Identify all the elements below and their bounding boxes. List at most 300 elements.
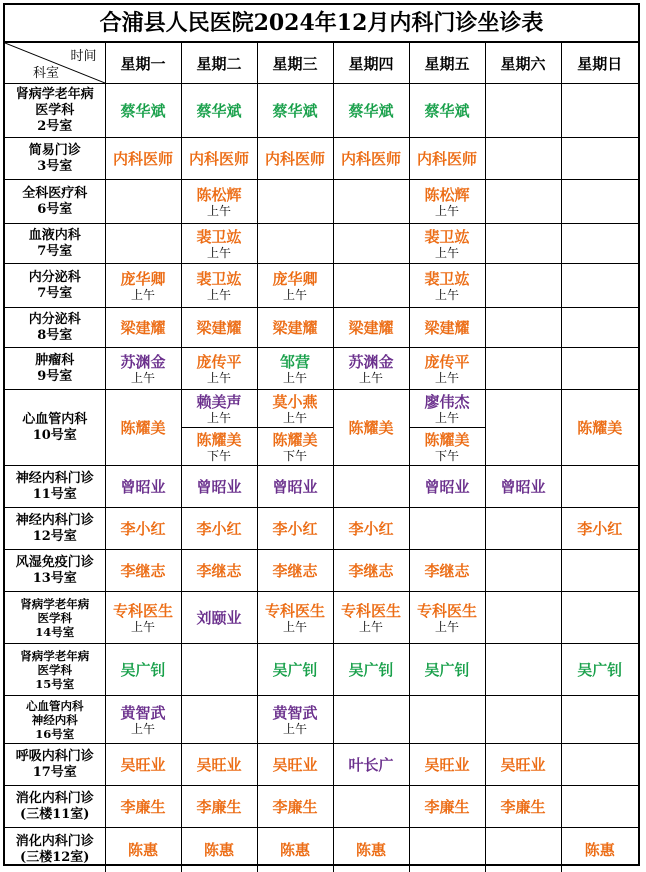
doctor-name: 专科医生 — [340, 601, 401, 620]
doctor-name: 蔡华斌 — [348, 101, 394, 120]
department-cell — [5, 138, 105, 180]
session-time: 上午 — [130, 287, 155, 302]
schedule-cell — [181, 84, 257, 138]
department-name — [5, 791, 105, 823]
split-cell — [410, 390, 485, 465]
split-cell — [258, 390, 333, 465]
doctor-name: 吴广钊 — [120, 660, 166, 679]
department-line: 9号室 — [37, 368, 73, 384]
table-row — [5, 466, 638, 508]
department-line: (三楼12室) — [20, 849, 90, 865]
table-row — [5, 592, 638, 644]
doctor-name: 蔡华斌 — [120, 101, 166, 120]
schedule-cell — [181, 744, 257, 786]
department-line: 肿瘤科 — [35, 352, 75, 368]
doctor-name: 梁建耀 — [120, 318, 166, 337]
schedule-cell — [105, 180, 181, 224]
schedule-body — [5, 84, 638, 872]
department-cell — [5, 744, 105, 786]
schedule-cell — [257, 508, 333, 550]
schedule-cell — [105, 644, 181, 696]
table-row — [5, 84, 638, 138]
schedule-cell — [333, 828, 409, 872]
schedule-cell — [485, 508, 561, 550]
schedule-cell — [257, 308, 333, 348]
doctor-name: 蔡华斌 — [424, 101, 470, 120]
doctor-name: 陈惠 — [127, 840, 158, 859]
schedule-cell — [105, 466, 181, 508]
schedule-cell — [485, 696, 561, 744]
department-line: 14号室 — [35, 624, 75, 639]
department-name — [5, 412, 105, 444]
doctor-name: 陈松辉 — [196, 185, 242, 204]
department-line: 肾病学老年病 — [20, 596, 90, 611]
department-cell — [5, 308, 105, 348]
department-line: 10号室 — [32, 427, 77, 443]
doctor-name: 陈惠 — [584, 840, 615, 859]
schedule-cell — [333, 466, 409, 508]
schedule-cell — [485, 348, 561, 390]
schedule-cell — [561, 508, 638, 550]
schedule-cell — [181, 786, 257, 828]
doctor-name: 陈耀美 — [196, 430, 242, 449]
schedule-cell — [333, 592, 409, 644]
schedule-cell — [561, 644, 638, 696]
session-time: 上午 — [434, 203, 459, 218]
doctor-name: 吴广钊 — [348, 660, 394, 679]
schedule-cell — [181, 644, 257, 696]
department-cell — [5, 696, 105, 744]
table-row — [5, 786, 638, 828]
schedule-cell — [409, 828, 485, 872]
doctor-name: 庞华卿 — [272, 269, 318, 288]
doctor-name: 廖伟杰 — [424, 392, 470, 411]
session-time: 上午 — [130, 619, 155, 634]
department-cell — [5, 508, 105, 550]
schedule-cell — [409, 348, 485, 390]
doctor-name: 陈耀美 — [577, 418, 623, 437]
department-name — [5, 228, 105, 260]
doctor-name: 裴卫竑 — [196, 269, 242, 288]
schedule-cell — [485, 224, 561, 264]
schedule-cell — [333, 348, 409, 390]
schedule-cell — [333, 264, 409, 308]
department-name — [5, 834, 105, 866]
schedule-cell — [561, 308, 638, 348]
doctor-name: 莫小燕 — [272, 392, 318, 411]
doctor-name: 李廉生 — [500, 797, 546, 816]
session-time: 上午 — [282, 619, 307, 634]
department-line: 神经内科门诊 — [15, 470, 94, 486]
doctor-name: 曾昭业 — [120, 477, 166, 496]
schedule-cell — [409, 644, 485, 696]
table-row — [5, 390, 638, 466]
schedule-cell — [561, 138, 638, 180]
table-row — [5, 828, 638, 872]
department-line: (三楼11室) — [20, 806, 90, 822]
schedule-cell — [333, 550, 409, 592]
department-line: 神经内科门诊 — [15, 512, 94, 528]
doctor-name: 吴广钊 — [577, 660, 623, 679]
doctor-name: 李小红 — [272, 519, 318, 538]
session-time: 上午 — [358, 619, 383, 634]
schedule-cell — [257, 264, 333, 308]
half-session — [258, 390, 333, 428]
table-row — [5, 180, 638, 224]
schedule-cell — [409, 224, 485, 264]
day-header: 星期日 — [561, 43, 638, 84]
schedule-cell — [333, 644, 409, 696]
schedule-cell — [409, 308, 485, 348]
doctor-name: 陈松辉 — [424, 185, 470, 204]
department-line: 全科医疗科 — [22, 185, 88, 201]
doctor-name: 曾昭业 — [196, 477, 242, 496]
department-cell — [5, 224, 105, 264]
table-row — [5, 308, 638, 348]
doctor-name: 庞传平 — [196, 352, 242, 371]
doctor-name: 曾昭业 — [424, 477, 470, 496]
department-line: 15号室 — [35, 676, 75, 691]
doctor-name: 李小红 — [577, 519, 623, 538]
corner-label-time: 时间 — [70, 49, 97, 64]
session-time: 上午 — [206, 287, 231, 302]
doctor-name: 曾昭业 — [500, 477, 546, 496]
schedule-cell — [485, 828, 561, 872]
department-cell — [5, 550, 105, 592]
department-name — [5, 87, 105, 135]
schedule-cell — [561, 224, 638, 264]
department-line: 神经内科 — [31, 712, 78, 727]
schedule-cell — [105, 308, 181, 348]
schedule-cell — [409, 180, 485, 224]
schedule-cell — [181, 180, 257, 224]
doctor-name: 内科医师 — [188, 149, 249, 168]
department-line: 消化内科门诊 — [15, 790, 94, 806]
session-time: 上午 — [206, 370, 231, 385]
department-line: 呼吸内科门诊 — [15, 748, 94, 764]
schedule-cell — [257, 348, 333, 390]
doctor-name: 苏渊金 — [348, 352, 394, 371]
department-line: 12号室 — [32, 528, 77, 544]
schedule-cell — [105, 84, 181, 138]
table-row — [5, 508, 638, 550]
schedule-cell — [257, 224, 333, 264]
department-line: 3号室 — [37, 158, 73, 174]
doctor-name: 李继志 — [196, 561, 242, 580]
schedule-cell — [409, 84, 485, 138]
session-time: 上午 — [206, 410, 231, 425]
department-line: 医学科 — [37, 662, 72, 677]
doctor-name: 蔡华斌 — [272, 101, 318, 120]
doctor-name: 专科医生 — [112, 601, 173, 620]
corner-header — [5, 43, 105, 84]
doctor-name: 李继志 — [120, 561, 166, 580]
schedule-cell — [181, 508, 257, 550]
doctor-name: 刘颐业 — [196, 608, 242, 627]
doctor-name: 裴卫竑 — [196, 227, 242, 246]
schedule-cell — [105, 550, 181, 592]
schedule-cell — [409, 390, 485, 466]
schedule-cell — [257, 138, 333, 180]
session-time: 上午 — [434, 619, 459, 634]
doctor-name: 陈惠 — [279, 840, 310, 859]
half-session — [258, 428, 333, 465]
department-line: 内分泌科 — [28, 311, 81, 327]
doctor-name: 李小红 — [348, 519, 394, 538]
schedule-cell — [561, 84, 638, 138]
schedule-cell — [181, 550, 257, 592]
schedule-cell — [333, 308, 409, 348]
table-row — [5, 644, 638, 696]
department-line: 内分泌科 — [28, 269, 81, 285]
department-name — [5, 143, 105, 175]
schedule-cell — [105, 828, 181, 872]
page-title: 合浦县人民医院2024年12月内科门诊坐诊表 — [5, 5, 638, 42]
schedule-cell — [485, 264, 561, 308]
schedule-cell — [561, 348, 638, 390]
table-row — [5, 224, 638, 264]
schedule-cell — [409, 786, 485, 828]
department-cell — [5, 786, 105, 828]
schedule-cell — [333, 390, 409, 466]
schedule-cell — [485, 550, 561, 592]
doctor-name: 裴卫竑 — [424, 269, 470, 288]
department-line: 13号室 — [32, 570, 77, 586]
doctor-name: 吴旺业 — [272, 755, 318, 774]
schedule-cell — [257, 84, 333, 138]
doctor-name: 陈耀美 — [348, 418, 394, 437]
department-name — [5, 597, 105, 639]
schedule-cell — [333, 744, 409, 786]
department-cell — [5, 828, 105, 872]
schedule-cell — [105, 592, 181, 644]
session-time: 上午 — [130, 721, 155, 736]
schedule-cell — [105, 264, 181, 308]
schedule-cell — [105, 696, 181, 744]
department-cell — [5, 644, 105, 696]
schedule-cell — [181, 224, 257, 264]
doctor-name: 内科医师 — [112, 149, 173, 168]
session-time: 上午 — [282, 287, 307, 302]
corner-label-dept: 科室 — [33, 66, 60, 81]
doctor-name: 陈耀美 — [120, 418, 166, 437]
schedule-cell — [561, 180, 638, 224]
schedule-table — [5, 42, 638, 872]
schedule-cell — [485, 786, 561, 828]
doctor-name: 专科医生 — [264, 601, 325, 620]
schedule-cell — [561, 696, 638, 744]
department-line: 6号室 — [37, 201, 73, 217]
schedule-cell — [561, 828, 638, 872]
schedule-cell — [485, 644, 561, 696]
schedule-cell — [181, 264, 257, 308]
schedule-cell — [561, 744, 638, 786]
department-name — [5, 699, 105, 741]
session-time: 上午 — [130, 370, 155, 385]
schedule-cell — [333, 224, 409, 264]
department-cell — [5, 592, 105, 644]
schedule-cell — [105, 138, 181, 180]
day-header: 星期二 — [181, 43, 257, 84]
schedule-cell — [257, 644, 333, 696]
department-line: 7号室 — [37, 285, 73, 301]
doctor-name: 梁建耀 — [272, 318, 318, 337]
department-name — [5, 513, 105, 545]
doctor-name: 专科医生 — [416, 601, 477, 620]
schedule-cell — [333, 84, 409, 138]
schedule-cell — [181, 696, 257, 744]
department-line: 11号室 — [32, 486, 77, 502]
schedule-cell — [333, 508, 409, 550]
schedule-cell — [257, 466, 333, 508]
department-name — [5, 471, 105, 503]
doctor-name: 梁建耀 — [424, 318, 470, 337]
doctor-name: 李小红 — [120, 519, 166, 538]
session-time: 上午 — [282, 410, 307, 425]
session-time: 上午 — [434, 410, 459, 425]
day-header: 星期一 — [105, 43, 181, 84]
table-row — [5, 138, 638, 180]
session-time: 上午 — [206, 203, 231, 218]
department-name — [5, 312, 105, 344]
doctor-name: 吴旺业 — [196, 755, 242, 774]
department-line: 医学科 — [37, 610, 72, 625]
schedule-cell — [485, 138, 561, 180]
schedule-cell — [181, 348, 257, 390]
split-cell — [182, 390, 257, 465]
schedule-cell — [257, 592, 333, 644]
schedule-cell — [561, 264, 638, 308]
department-name — [5, 749, 105, 781]
schedule-cell — [105, 744, 181, 786]
session-time: 上午 — [434, 245, 459, 260]
department-name — [5, 186, 105, 218]
schedule-cell — [409, 592, 485, 644]
doctor-name: 邹营 — [279, 352, 310, 371]
doctor-name: 李继志 — [348, 561, 394, 580]
doctor-name: 赖美声 — [196, 392, 242, 411]
half-session — [410, 428, 485, 465]
schedule-cell — [561, 592, 638, 644]
table-row — [5, 348, 638, 390]
department-line: 17号室 — [32, 764, 77, 780]
schedule-cell — [333, 786, 409, 828]
schedule-cell — [485, 84, 561, 138]
schedule-cell — [181, 308, 257, 348]
department-line: 医学科 — [35, 102, 75, 118]
schedule-cell — [485, 744, 561, 786]
schedule-cell — [333, 696, 409, 744]
department-line: 风湿免疫门诊 — [15, 554, 94, 570]
schedule-cell — [333, 180, 409, 224]
schedule-cell — [485, 592, 561, 644]
schedule-cell — [561, 786, 638, 828]
doctor-name: 裴卫竑 — [424, 227, 470, 246]
header-row — [5, 43, 638, 84]
department-line: 血液内科 — [28, 227, 81, 243]
schedule-cell — [257, 696, 333, 744]
schedule-cell — [257, 828, 333, 872]
schedule-cell — [409, 466, 485, 508]
doctor-name: 梁建耀 — [196, 318, 242, 337]
session-time: 上午 — [282, 370, 307, 385]
schedule-cell — [409, 744, 485, 786]
doctor-name: 李继志 — [272, 561, 318, 580]
schedule-cell — [105, 508, 181, 550]
doctor-name: 吴旺业 — [120, 755, 166, 774]
doctor-name: 庞华卿 — [120, 269, 166, 288]
doctor-name: 陈耀美 — [424, 430, 470, 449]
schedule-cell — [409, 508, 485, 550]
schedule-cell — [257, 180, 333, 224]
department-cell — [5, 390, 105, 466]
half-session — [182, 428, 257, 465]
session-time: 上午 — [282, 721, 307, 736]
doctor-name: 李廉生 — [424, 797, 470, 816]
schedule-cell — [561, 550, 638, 592]
schedule-cell — [485, 308, 561, 348]
doctor-name: 陈惠 — [203, 840, 234, 859]
doctor-name: 吴旺业 — [424, 755, 470, 774]
schedule-cell — [257, 550, 333, 592]
schedule-sheet — [3, 3, 640, 866]
doctor-name: 黄智武 — [120, 703, 166, 722]
doctor-name: 叶长广 — [348, 755, 394, 774]
day-header: 星期六 — [485, 43, 561, 84]
schedule-cell — [409, 264, 485, 308]
doctor-name: 梁建耀 — [348, 318, 394, 337]
schedule-cell — [409, 550, 485, 592]
department-line: 2号室 — [37, 118, 73, 134]
schedule-cell — [561, 390, 638, 466]
schedule-cell — [105, 786, 181, 828]
doctor-name: 苏渊金 — [120, 352, 166, 371]
doctor-name: 曾昭业 — [272, 477, 318, 496]
doctor-name: 内科医师 — [340, 149, 401, 168]
department-cell — [5, 348, 105, 390]
schedule-cell — [333, 138, 409, 180]
day-header: 星期四 — [333, 43, 409, 84]
table-row — [5, 264, 638, 308]
session-time: 下午 — [434, 448, 459, 463]
doctor-name: 吴广钊 — [272, 660, 318, 679]
schedule-cell — [485, 466, 561, 508]
table-row — [5, 744, 638, 786]
session-time: 下午 — [282, 448, 307, 463]
table-row — [5, 550, 638, 592]
department-name — [5, 555, 105, 587]
department-line: 消化内科门诊 — [15, 833, 94, 849]
department-cell — [5, 180, 105, 224]
department-line: 心血管内科 — [22, 411, 88, 427]
schedule-cell — [105, 224, 181, 264]
department-name — [5, 270, 105, 302]
schedule-cell — [181, 466, 257, 508]
table-row — [5, 696, 638, 744]
schedule-cell — [105, 390, 181, 466]
department-line: 心血管内科 — [26, 698, 84, 713]
schedule-cell — [409, 696, 485, 744]
department-name — [5, 649, 105, 691]
schedule-cell — [181, 828, 257, 872]
doctor-name: 庞传平 — [424, 352, 470, 371]
schedule-cell — [181, 390, 257, 466]
department-line: 8号室 — [37, 327, 73, 343]
doctor-name: 内科医师 — [264, 149, 325, 168]
doctor-name: 吴广钊 — [424, 660, 470, 679]
session-time: 下午 — [206, 448, 231, 463]
schedule-cell — [257, 744, 333, 786]
